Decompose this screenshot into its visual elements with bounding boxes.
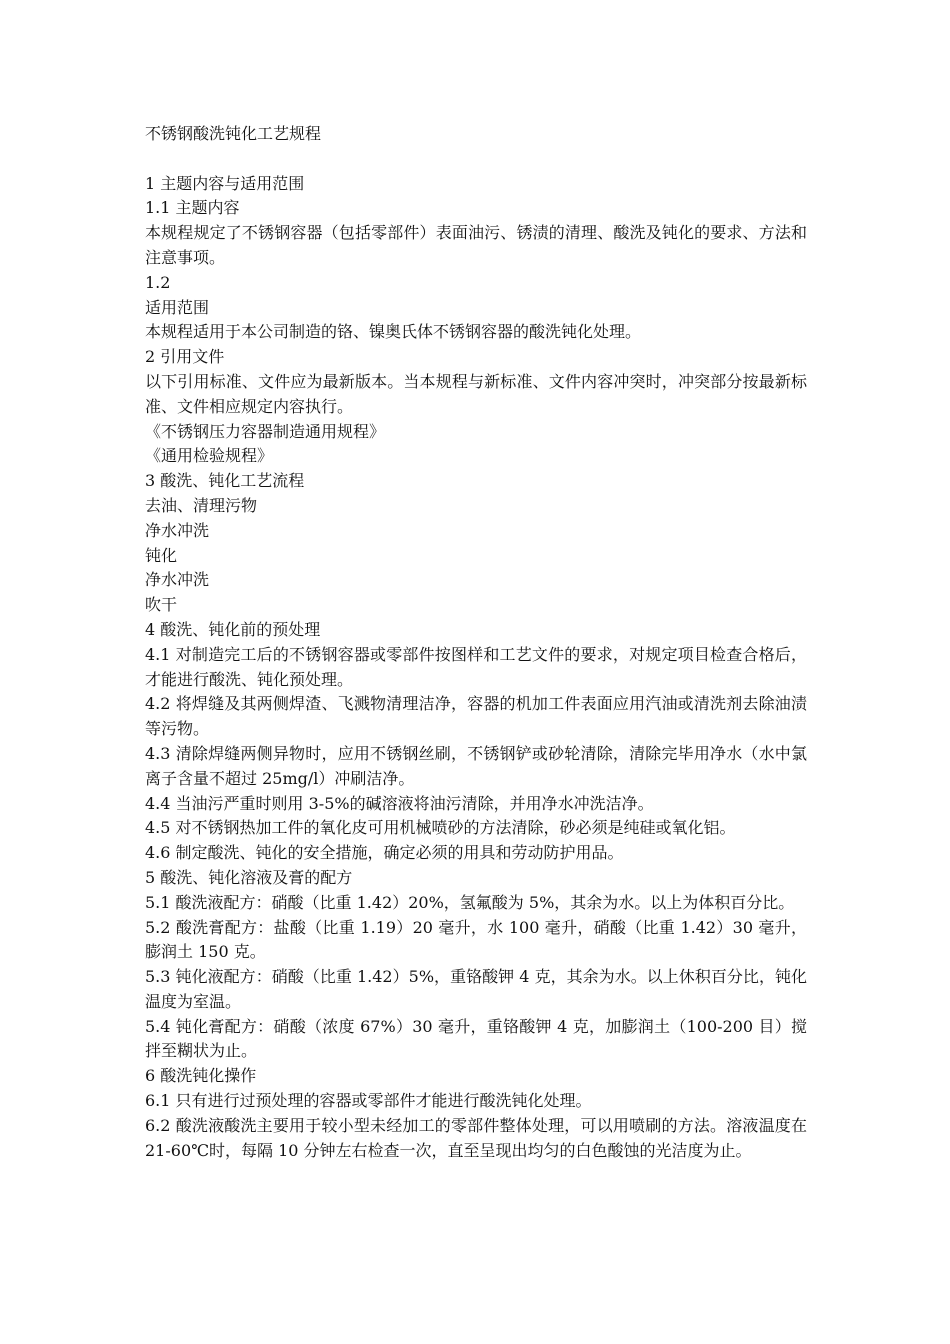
document-text [145,172,807,1164]
paragraph: 本规程适用于本公司制造的铬、镍奥氏体不锈钢容器的酸洗钝化处理。 [145,322,642,342]
paragraph: 4.1 对制造完工后的不锈钢容器或零部件按图样和工艺文件的要求，对规定项目检查合格后，才能进行酸洗、钝化预处理。 [145,644,807,689]
paragraph: 5.1 酸洗液配方：硝酸（比重 1.42）20%，氢氟酸为 5%，其余为水。以上为体积百分比。 [145,892,795,912]
text-line: 4.5 对不锈钢热加工件的氧化皮可用机械喷砂的方法清除，砂必须是纯硅或氧化铝。 [145,818,736,838]
text-line: 吹干 [145,595,178,615]
paragraph: 4.2 将焊缝及其两侧焊渣、飞溅物清理洁净，容器的机加工件表面应用汽油或清洗剂去除油渍等污物。 [145,694,807,739]
text-line: 去油、清理污物 [145,495,258,515]
text-line: 4.4 当油污严重时则用 3-5%的碱溶液将油污清除，并用净水冲洗洁净。 [145,793,654,813]
text-line: 3 酸洗、钝化工艺流程 [145,471,305,491]
text-line: 1 主题内容与适用范围 [145,173,305,193]
text-line: 《通用检验规程》 [145,446,274,466]
text-line: 《不锈钢压力容器制造通用规程》 [145,421,386,441]
text-line: 5 酸洗、钝化溶液及膏的配方 [145,867,353,887]
paragraph: 4.3 清除焊缝两侧异物时，应用不锈钢丝刷，不锈钢铲或砂轮清除，清除完毕用净水（水中氯离子含量不超过 25mg/l）冲刷洁净。 [145,743,807,788]
text-line: 2 引用文件 [145,347,225,367]
text-line: 6 酸洗钝化操作 [145,1066,257,1086]
text-line: 4 酸洗、钝化前的预处理 [145,619,321,639]
text-line: 钝化 [145,545,178,565]
text-line: 1.1 主题内容 [145,198,240,218]
text-line: 1.2 [145,272,171,292]
paragraph: 本规程规定了不锈钢容器（包括零部件）表面油污、锈渍的清理、酸洗及钝化的要求、方法和注意事项。 [145,223,807,267]
text-line: 6.1 只有进行过预处理的容器或零部件才能进行酸洗钝化处理。 [145,1091,592,1111]
paragraph: 5.2 酸洗膏配方：盐酸（比重 1.19）20 毫升，水 100 毫升，硝酸（比重 1.42）30 毫升，膨润土 150 克。 [145,917,807,962]
paragraph: 5.4 钝化膏配方：硝酸（浓度 67%）30 毫升，重铬酸钾 4 克，加膨润土（100-200 目）搅拌至糊状为止。 [145,1016,807,1061]
paragraph: 以下引用标准、文件应为最新版本。当本规程与新标准、文件内容冲突时，冲突部分按最新标准、文件相应规定内容执行。 [145,371,807,416]
document-title: 不锈钢酸洗钝化工艺规程 [145,124,322,143]
paragraph: 6.2 酸洗液酸洗主要用于较小型未经加工的零部件整体处理，可以用喷刷的方法。溶液温度在 21-60℃时，每隔 10 分钟左右检查一次，直至呈现出均匀的白色酸蚀的光洁度为止。 [145,1115,807,1160]
text-line: 适用范围 [145,297,210,317]
text-line: 4.6 制定酸洗、钝化的安全措施，确定必须的用具和劳动防护用品。 [145,843,624,863]
text-line: 净水冲洗 [145,570,210,590]
paragraph: 5.3 钝化液配方：硝酸（比重 1.42）5%，重铬酸钾 4 克，其余为水。以上休积百分比，钝化温度为室温。 [145,967,807,1011]
text-line: 净水冲洗 [145,520,210,540]
document-body [145,122,807,1163]
